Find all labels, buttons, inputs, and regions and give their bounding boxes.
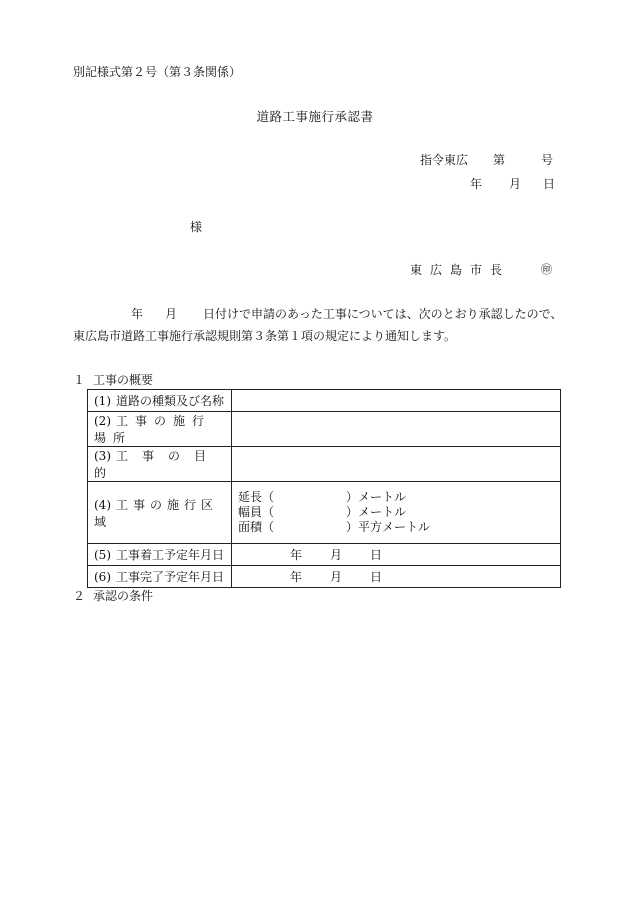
table-row bbox=[88, 390, 561, 412]
row-number: (4) bbox=[94, 497, 111, 512]
extent-area-unit: ）平方メートル bbox=[346, 520, 431, 534]
issue-date-year: 年 bbox=[470, 177, 483, 191]
row-number: (1) bbox=[94, 394, 111, 408]
extent-width-unit: ）メートル bbox=[346, 505, 407, 519]
end-year: 年 bbox=[290, 569, 303, 584]
row-label bbox=[88, 447, 232, 482]
end-month: 月 bbox=[330, 569, 343, 584]
issuer-name: 東広島市長 bbox=[410, 263, 511, 277]
row-label bbox=[88, 482, 232, 544]
row-label-text: 工事の施行区域 bbox=[94, 497, 219, 529]
completion-date-field[interactable] bbox=[232, 566, 561, 588]
reference-dai: 第 bbox=[493, 153, 506, 167]
addressee-suffix: 様 bbox=[190, 220, 203, 234]
work-location-field[interactable] bbox=[232, 412, 561, 447]
row-label-text: 工事完了予定年月日 bbox=[116, 570, 225, 584]
section-2-title: 承認の条件 bbox=[93, 589, 154, 603]
start-year: 年 bbox=[290, 547, 303, 562]
extent-width-label: 幅員（ bbox=[238, 505, 275, 519]
issue-date-day: 日 bbox=[543, 177, 556, 191]
road-type-name-field[interactable] bbox=[232, 390, 561, 412]
extent-area bbox=[238, 520, 560, 535]
seal-mark: ㊞ bbox=[541, 263, 552, 276]
body-month: 月 bbox=[165, 307, 178, 321]
table-row bbox=[88, 447, 561, 482]
section-1-number: １ bbox=[73, 373, 86, 387]
table-row bbox=[88, 412, 561, 447]
row-number: (3) bbox=[94, 449, 111, 463]
section-1-title: 工事の概要 bbox=[93, 373, 154, 387]
extent-width-field[interactable] bbox=[276, 505, 346, 520]
table-row bbox=[88, 544, 561, 566]
extent-width bbox=[238, 505, 560, 520]
extent-length-field[interactable] bbox=[276, 490, 346, 505]
issue-date-month: 月 bbox=[509, 177, 522, 191]
row-label-text: 工事の目的 bbox=[94, 449, 221, 480]
extent-length-unit: ）メートル bbox=[346, 490, 407, 504]
overview-table bbox=[87, 389, 561, 588]
section-2-number: ２ bbox=[73, 589, 86, 603]
work-area-cell bbox=[232, 482, 561, 544]
body-line-1-text: 日付けで申請のあった工事については、次のとおり承認したので、 bbox=[203, 307, 563, 321]
extent-area-field[interactable] bbox=[276, 520, 346, 535]
row-number: (5) bbox=[94, 548, 111, 562]
row-label-text: 工事着工予定年月日 bbox=[116, 548, 225, 562]
start-date-field[interactable] bbox=[232, 544, 561, 566]
body-line-2: 東広島市道路工事施行承認規則第３条第１項の規定により通知します。 bbox=[73, 329, 457, 343]
table-row bbox=[88, 566, 561, 588]
reference-go: 号 bbox=[541, 153, 554, 167]
row-label bbox=[88, 566, 232, 588]
row-label-text: 道路の種類及び名称 bbox=[116, 394, 225, 408]
extent-length-label: 延長（ bbox=[238, 490, 275, 504]
row-number: (2) bbox=[94, 414, 111, 428]
start-day: 日 bbox=[370, 547, 383, 562]
table-row bbox=[88, 482, 561, 544]
reference-prefix: 指令東広 bbox=[420, 153, 469, 167]
start-month: 月 bbox=[330, 547, 343, 562]
row-label bbox=[88, 390, 232, 412]
form-label: 別記様式第２号（第３条関係） bbox=[73, 65, 242, 79]
row-label bbox=[88, 412, 232, 447]
row-label-text: 工事の施行場所 bbox=[94, 414, 212, 445]
extent-area-label: 面積（ bbox=[238, 520, 275, 534]
end-day: 日 bbox=[370, 569, 383, 584]
document-title: 道路工事施行承認書 bbox=[256, 109, 374, 124]
row-number: (6) bbox=[94, 570, 111, 584]
extent-length bbox=[238, 490, 560, 505]
work-purpose-field[interactable] bbox=[232, 447, 561, 482]
body-year: 年 bbox=[131, 307, 144, 321]
row-label bbox=[88, 544, 232, 566]
